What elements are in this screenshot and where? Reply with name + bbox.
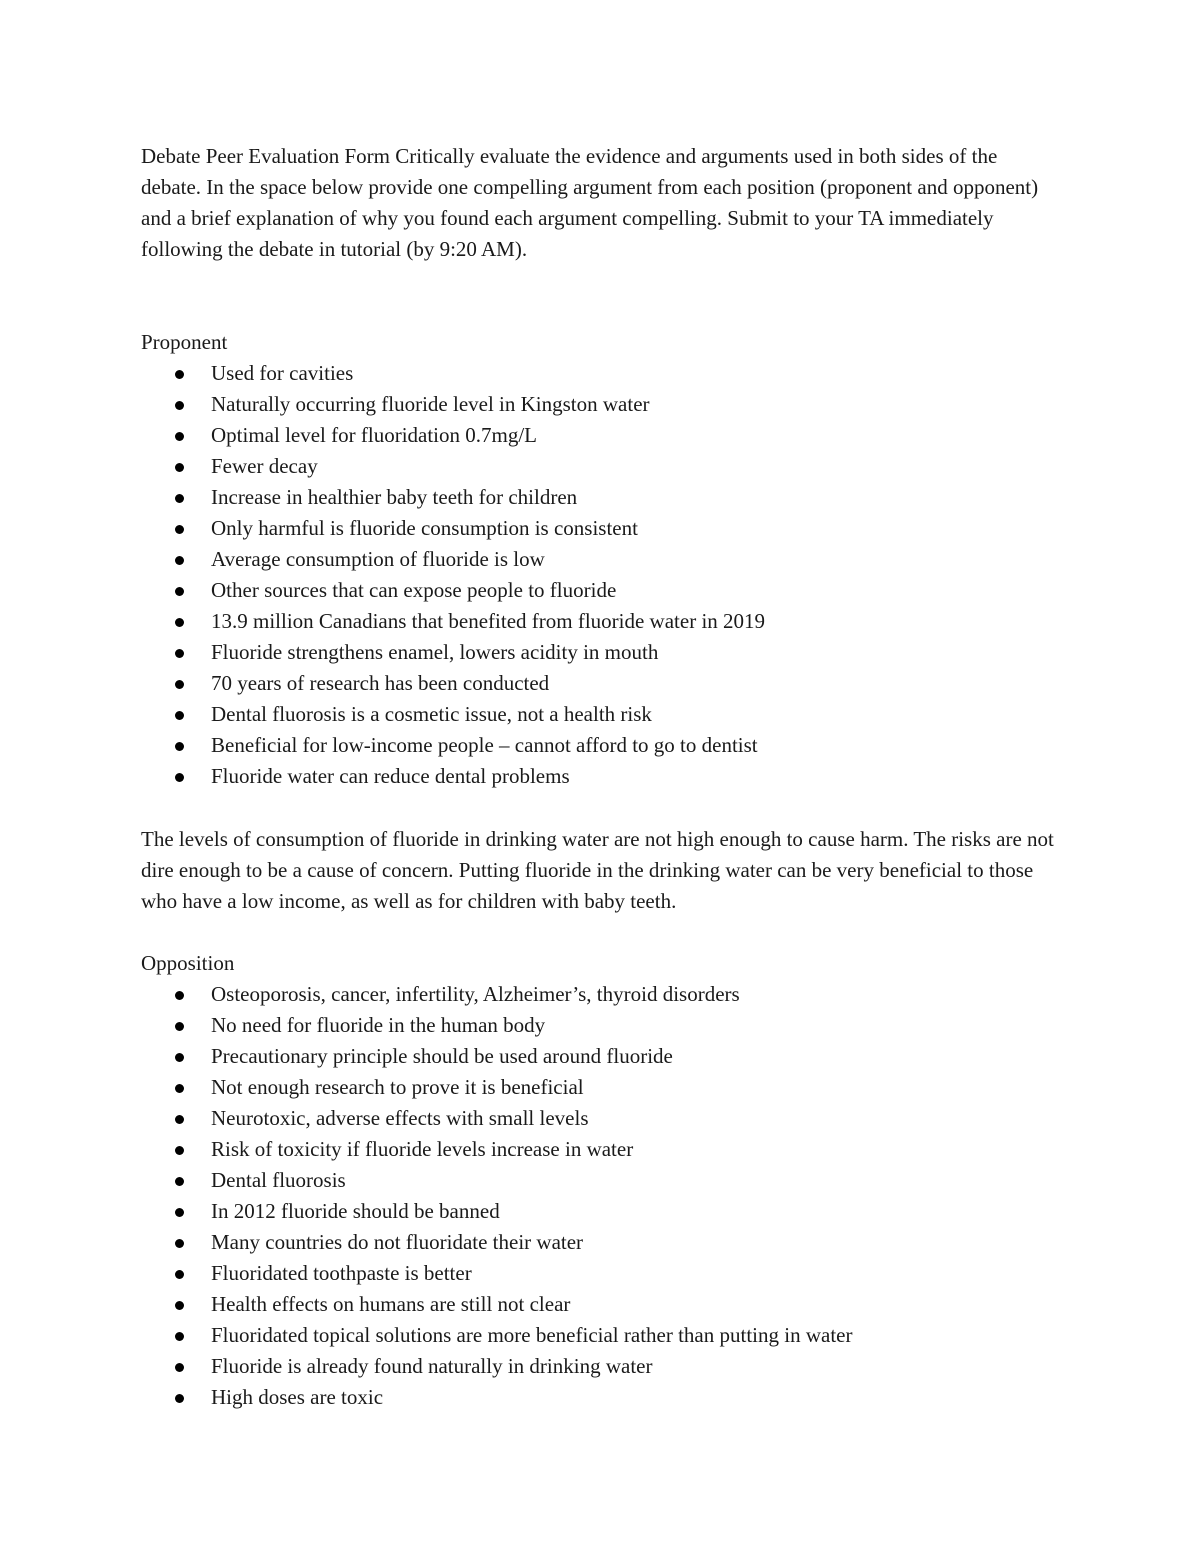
summary-paragraph: The levels of consumption of fluoride in drinking water are not high enough to cause harm. The risks are not dire enough to be a cause of concern. Putting fluoride in the drinking water can be very beneficial to those who have a low income, as well as for children with baby teeth. — [141, 827, 1054, 913]
bullet-icon — [175, 773, 184, 782]
bullet-icon — [175, 463, 184, 472]
bullet-icon — [175, 680, 184, 689]
list-item: Increase in healthier baby teeth for children — [141, 482, 1061, 513]
list-item: Fluoride water can reduce dental problems — [141, 761, 1061, 792]
list-item: Osteoporosis, cancer, infertility, Alzheimer’s, thyroid disorders — [141, 979, 1061, 1010]
bullet-icon — [175, 556, 184, 565]
list-item: Health effects on humans are still not clear — [141, 1289, 1061, 1320]
bullet-icon — [175, 1022, 184, 1031]
list-item: Risk of toxicity if fluoride levels increase in water — [141, 1134, 1061, 1165]
list-item: Fluoridated toothpaste is better — [141, 1258, 1061, 1289]
list-item: No need for fluoride in the human body — [141, 1010, 1061, 1041]
bullet-icon — [175, 618, 184, 627]
list-item: Fewer decay — [141, 451, 1061, 482]
bullet-icon — [175, 1146, 184, 1155]
list-item: In 2012 fluoride should be banned — [141, 1196, 1061, 1227]
bullet-icon — [175, 1394, 184, 1403]
proponent-section — [141, 327, 1061, 792]
list-item: Fluoride is already found naturally in drinking water — [141, 1351, 1061, 1382]
bullet-icon — [175, 432, 184, 441]
list-item: Dental fluorosis — [141, 1165, 1061, 1196]
bullet-icon — [175, 370, 184, 379]
list-item: Not enough research to prove it is beneficial — [141, 1072, 1061, 1103]
proponent-list — [141, 358, 1061, 792]
bullet-icon — [175, 1239, 184, 1248]
list-item: Beneficial for low-income people – cannot afford to go to dentist — [141, 730, 1061, 761]
list-item: Used for cavities — [141, 358, 1061, 389]
list-item: Only harmful is fluoride consumption is consistent — [141, 513, 1061, 544]
bullet-icon — [175, 649, 184, 658]
list-item: Precautionary principle should be used around fluoride — [141, 1041, 1061, 1072]
document-page — [141, 141, 1061, 1409]
bullet-icon — [175, 401, 184, 410]
bullet-icon — [175, 742, 184, 751]
bullet-icon — [175, 1332, 184, 1341]
bullet-icon — [175, 1177, 184, 1186]
bullet-icon — [175, 1115, 184, 1124]
list-item: Optimal level for fluoridation 0.7mg/L — [141, 420, 1061, 451]
bullet-icon — [175, 494, 184, 503]
proponent-heading: Proponent — [141, 330, 228, 354]
list-item: Fluoride strengthens enamel, lowers acidity in mouth — [141, 637, 1061, 668]
bullet-icon — [175, 525, 184, 534]
bullet-icon — [175, 587, 184, 596]
bullet-icon — [175, 1084, 184, 1093]
list-item: Naturally occurring fluoride level in Kingston water — [141, 389, 1061, 420]
list-item: Dental fluorosis is a cosmetic issue, not a health risk — [141, 699, 1061, 730]
list-item: 70 years of research has been conducted — [141, 668, 1061, 699]
bullet-icon — [175, 1053, 184, 1062]
list-item: Neurotoxic, adverse effects with small levels — [141, 1103, 1061, 1134]
list-item: 13.9 million Canadians that benefited from fluoride water in 2019 — [141, 606, 1061, 637]
opposition-heading: Opposition — [141, 951, 235, 975]
opposition-section — [141, 948, 1061, 1413]
opposition-list — [141, 979, 1061, 1413]
list-item: High doses are toxic — [141, 1382, 1061, 1413]
bullet-icon — [175, 711, 184, 720]
bullet-icon — [175, 1301, 184, 1310]
bullet-icon — [175, 1363, 184, 1372]
list-item: Other sources that can expose people to fluoride — [141, 575, 1061, 606]
list-item: Average consumption of fluoride is low — [141, 544, 1061, 575]
list-item: Fluoridated topical solutions are more beneficial rather than putting in water — [141, 1320, 1061, 1351]
bullet-icon — [175, 1208, 184, 1217]
list-item: Many countries do not fluoridate their water — [141, 1227, 1061, 1258]
bullet-icon — [175, 991, 184, 1000]
intro-paragraph: Debate Peer Evaluation Form Critically evaluate the evidence and arguments used in both sides of the debate. In the space below provide one compelling argument from each position (proponent and opponent) and a brief explanation of why you found each argument compelling. Submit to your TA immediately following the debate in tutorial (by 9:20 AM). — [141, 144, 1039, 261]
bullet-icon — [175, 1270, 184, 1279]
